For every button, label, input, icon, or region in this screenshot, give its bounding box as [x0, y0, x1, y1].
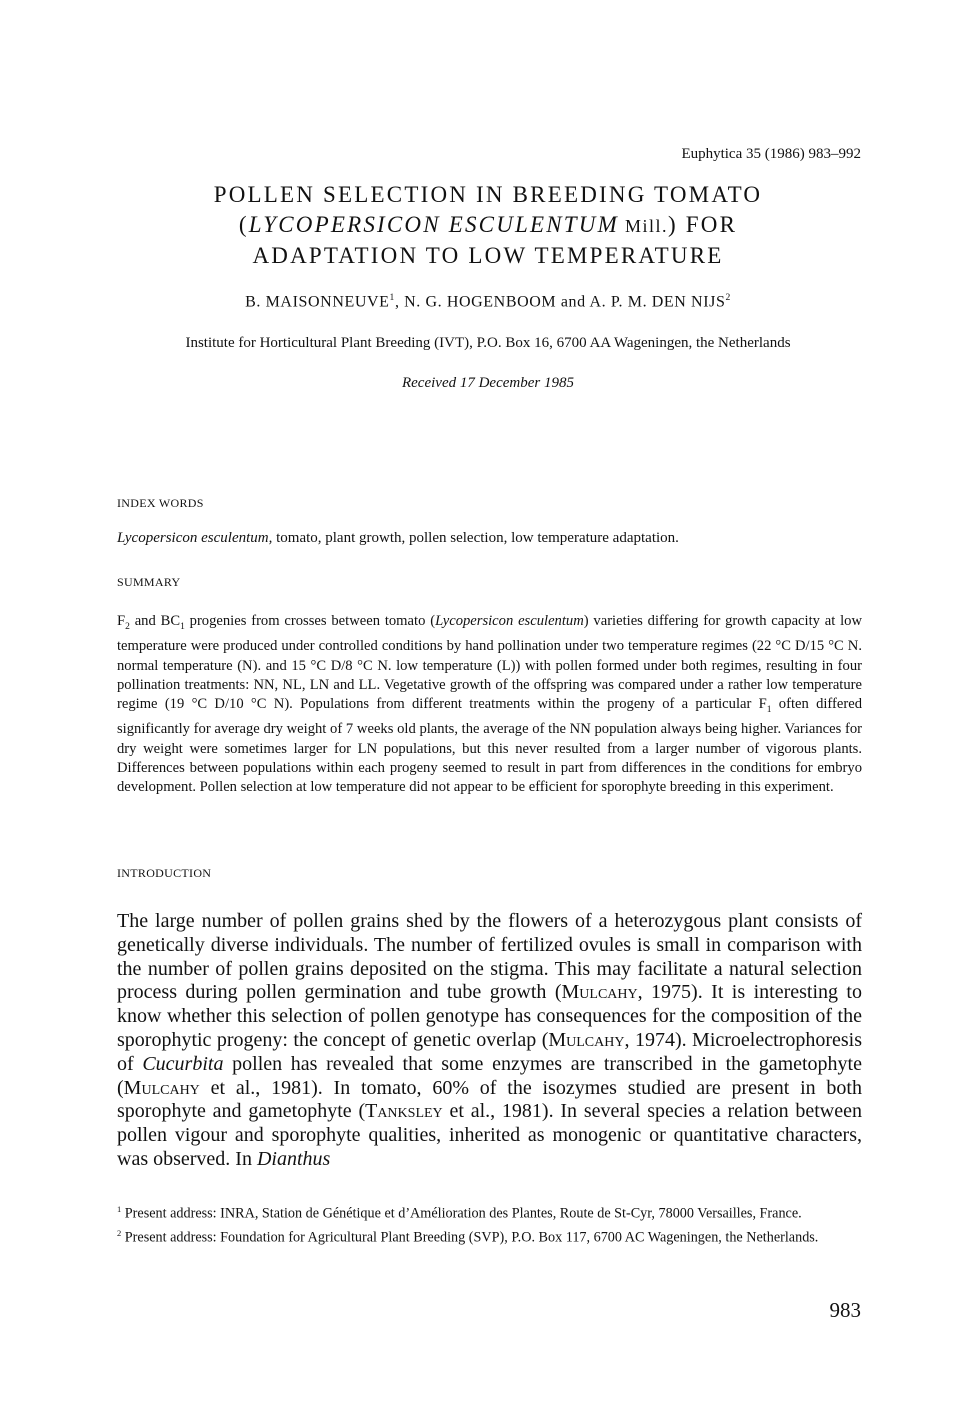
- title-line-1: POLLEN SELECTION IN BREEDING TOMATO: [213, 182, 763, 207]
- footnote-1-mark: 1: [117, 1204, 122, 1214]
- intro-citation-2: Mulcahy: [548, 1028, 625, 1051]
- introduction-heading: INTRODUCTION: [117, 866, 212, 880]
- title-paren-open: (: [238, 212, 249, 237]
- summary-heading: SUMMARY: [117, 575, 181, 589]
- intro-genus-2: Dianthus: [256, 1147, 331, 1170]
- footnote-1-text: Present address: INRA, Station de Génétique et d’Amélioration des Plantes, Route de St-Cyr, 78000 Versailles, France.: [121, 1205, 802, 1222]
- summary-f1-sub: 1: [766, 705, 772, 715]
- author-1-footnote-mark: 1: [389, 292, 395, 303]
- summary-f: F: [117, 613, 126, 629]
- article-title: [0, 180, 976, 271]
- summary-part-1: progenies from crosses between tomato (: [184, 613, 436, 629]
- affiliation: Institute for Horticultural Plant Breeding (IVT), P.O. Box 16, 6700 AA Wageningen, the Netherlands: [185, 335, 791, 351]
- title-line2-end: ) FOR: [667, 212, 738, 237]
- received-date: Received 17 December 1985: [401, 375, 574, 391]
- author-1: B. MAISONNEUVE: [245, 293, 390, 311]
- summary-species: Lycopersicon esculentum: [435, 613, 584, 629]
- intro-genus-1: Cucurbita: [142, 1052, 224, 1075]
- title-line-2: [0, 210, 976, 241]
- footnotes: [117, 1200, 862, 1247]
- summary-part-2: ) varieties differing for growth capacity at low temperature were produced under controlled conditions by hand pollination under two temperature regimes (22 °C D/15 °C N. normal temperature (N). and 15 °C D/8 °C N. low temperature (L)) with pollen formed under both regimes, resulting in four pollination treatments: NN, NL, LN and LL. Vegetative growth of the offspring was compared under a rather low temperature regime (19 °C D/10 °C N). Populations from different treatments within the progeny of a particular F: [117, 613, 862, 713]
- introduction-text: [117, 910, 862, 1172]
- intro-part-6: et al., 1981). In several species a relation between pollen vigour and sporophyte qualities, inherited as monogenic or quantitative characters, was observed. In: [117, 1100, 862, 1170]
- footnote-2-mark: 2: [117, 1227, 122, 1238]
- summary-bc-sub: 1: [180, 621, 185, 632]
- intro-part-2: , 1975). It is interesting to know whether this selection of pollen genotype has consequences for the composition of the sporophytic progeny: the concept of genetic overlap (: [117, 981, 862, 1051]
- intro-part-1: The large number of pollen grains shed by the flowers of a heterozygous plant consists of genetically diverse individuals. The number of fertilized ovules is small in comparison with the number of pollen grains deposited on the stigma. This may facilitate a natural selection process during pollen germination and tube growth (: [117, 910, 862, 1004]
- title-line-3: ADAPTATION TO LOW TEMPERATURE: [252, 243, 724, 268]
- intro-part-3: , 1974). Microelectrophoresis of: [117, 1028, 862, 1075]
- keyword-species: Lycopersicon esculentum,: [117, 530, 273, 546]
- summary-part-3: often differed significantly for average dry weight of 7 weeks old plants, the average of the NN population always being higher. Variances for dry weight were sometimes larger for LN populations, but this never resulted from a larger number of vigorous plants. Differences between populations within each progeny seemed to result in part from differences in the conditions for embryo development. Pollen selection at low temperature did not appear to be efficient for sporophyte breeding in this experiment.: [117, 696, 862, 796]
- summary-f-sub: 2: [125, 621, 130, 632]
- keyword-list: tomato, plant growth, pollen selection, low temperature adaptation.: [272, 530, 679, 546]
- intro-citation-4: Tanksley: [365, 1100, 443, 1123]
- footnote-2: [117, 1224, 862, 1248]
- summary-text: [117, 612, 862, 797]
- title-species: LYCOPERSICON ESCULENTUM: [248, 212, 619, 237]
- intro-part-5: et al., 1981). In tomato, 60% of the isozymes studied are present in both sporophyte and gametophyte (: [117, 1076, 862, 1123]
- title-mill: Mill.: [618, 216, 668, 236]
- author-3-footnote-mark: 2: [725, 292, 731, 303]
- summary-bc: and BC: [129, 613, 181, 629]
- footnote-2-text: Present address: Foundation for Agricultural Plant Breeding (SVP), P.O. Box 117, 6700 AC Wageningen, the Netherlands.: [121, 1229, 819, 1246]
- page-number: 983: [829, 1298, 861, 1322]
- intro-citation-3: Mulcahy: [123, 1076, 200, 1099]
- index-words-heading: INDEX WORDS: [117, 496, 204, 510]
- author-list: [0, 292, 976, 311]
- intro-citation-1: Mulcahy: [561, 981, 638, 1004]
- intro-part-4: pollen has revealed that some enzymes are transcribed in the gametophyte (: [117, 1052, 862, 1099]
- other-authors: , N. G. HOGENBOOM and A. P. M. DEN NIJS: [394, 293, 726, 311]
- index-words: [117, 530, 862, 547]
- footnote-1: [117, 1200, 862, 1224]
- journal-reference: Euphytica 35 (1986) 983–992: [681, 146, 861, 162]
